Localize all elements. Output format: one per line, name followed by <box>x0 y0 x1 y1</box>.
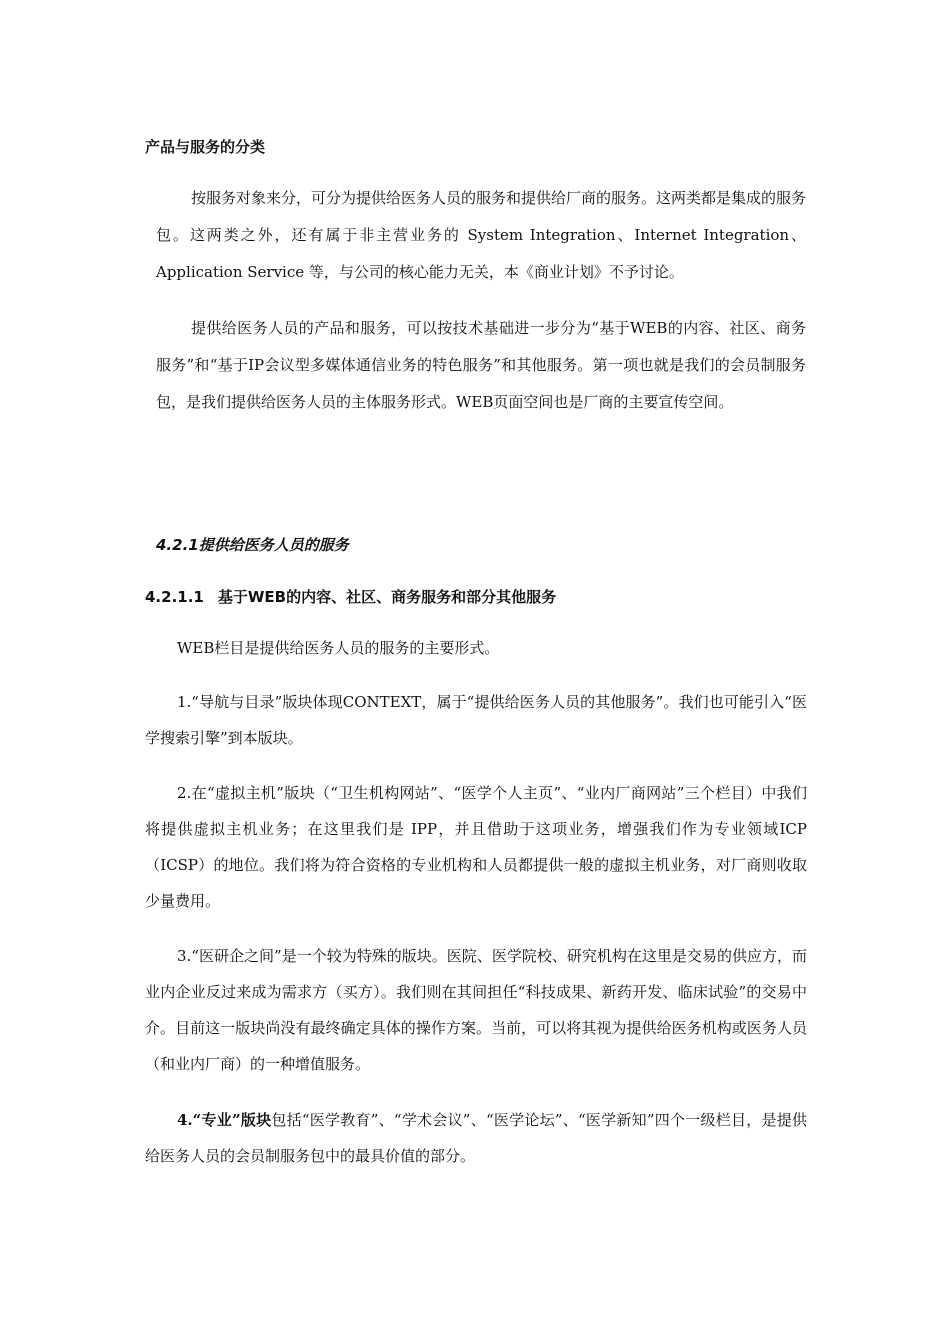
paragraph-item-3-research-enterprise: 3.“医研企之间”是一个较为特殊的版块。医院、医学院校、研究机构在这里是交易的供应方，而业内企业反过来成为需求方（买方）。我们则在其间担任“科技成果、新药开发、临床试验”的交易中介。目前这一版块尚没有最终确定具体的操作方案。当前，可以将其视为提供给医务机构或医务人员（和业内厂商）的一种增值服务。 <box>145 947 807 1073</box>
item-4-body: 包括“医学教育”、“学术会议”、“医学论坛”、“医学新知”四个一级栏目，是提供给医务人员的会员制服务包中的最具价值的部分。 <box>145 1111 807 1165</box>
item-4-lead: 4.“专业”版块 <box>177 1111 272 1129</box>
paragraph-item-4-professional <box>145 1102 807 1174</box>
section-title: 产品与服务的分类 <box>145 138 266 156</box>
paragraph-item-2-virtual-host: 2.在“虚拟主机”版块（“卫生机构网站”、“医学个人主页”、“业内厂商网站”三个栏目）中我们将提供虚拟主机业务；在这里我们是 IPP，并且借助于这项业务，增强我们作为专业领域ICP（ICSP）的地位。我们将为符合资格的专业机构和人员都提供一般的虚拟主机业务，对厂商则收取少量费用。 <box>145 784 807 910</box>
paragraph-service-categories: 按服务对象来分，可分为提供给医务人员的服务和提供给厂商的服务。这两类都是集成的服务包。这两类之外，还有属于非主营业务的 System Integration、Internet Integration、Application Service 等，与公司的核心能力无关，本《商业计划》不予讨论。 <box>156 189 807 281</box>
heading-4-2-1: 4.2.1提供给医务人员的服务 <box>156 536 349 554</box>
paragraph-web-columns: WEB栏目是提供给医务人员的服务的主要形式。 <box>177 639 500 657</box>
heading-number: 4.2.1.1 <box>145 588 204 606</box>
paragraph-item-1-navigation: 1.“导航与目录”版块体现CONTEXT，属于“提供给医务人员的其他服务”。我们也可能引入“医学搜索引擎”到本版块。 <box>145 693 807 747</box>
paragraph-medical-staff-services: 提供给医务人员的产品和服务，可以按技术基础进一步分为“基于WEB的内容、社区、商务服务”和“基于IP会议型多媒体通信业务的特色服务”和其他服务。第一项也就是我们的会员制服务包，是我们提供给医务人员的主体服务形式。WEB页面空间也是厂商的主要宣传空间。 <box>156 319 806 411</box>
heading-text: 基于WEB的内容、社区、商务服务和部分其他服务 <box>217 588 557 606</box>
heading-4-2-1-1 <box>145 587 556 607</box>
